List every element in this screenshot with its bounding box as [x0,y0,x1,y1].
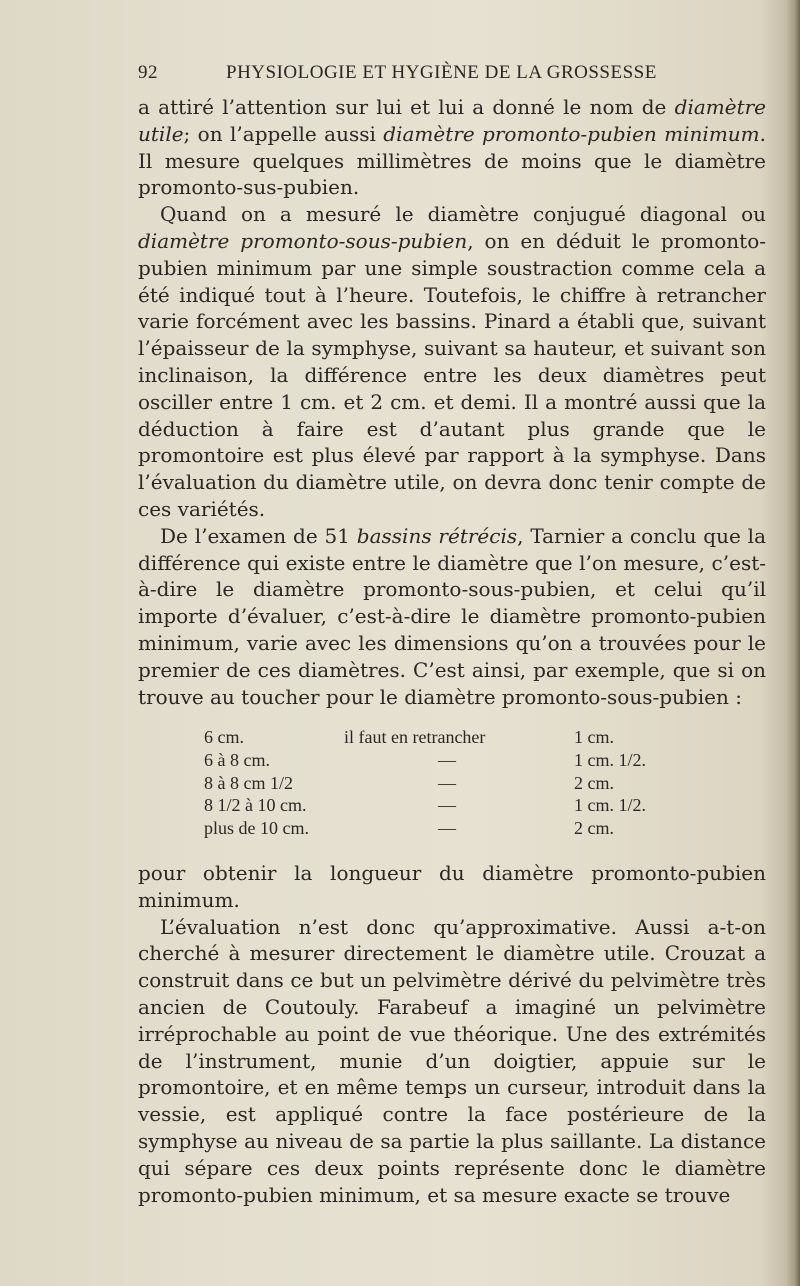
paragraph-2 [138,201,766,523]
table-row [138,750,738,773]
text: , on en déduit le promonto-pubien minimum par une simple soustraction comme cela a été indiqué tout à l’heure. Toutefois, le chiffre à retrancher varie forcément avec les bassins. Pinard a établi que, suivant l’épaisseur de la symphyse, suivant sa hauteur, et suivant son inclinaison, la différence entre les deux diamètres peut osciller entre 1 cm. et 2 cm. et demi. Il a montré aussi que la déduction à faire est d’autant plus grande que le promontoire est plus élevé par rapport à la symphyse. Dans l’évaluation du diamètre utile, on devra donc tenir compte de ces variétés. [138,228,766,521]
italic-term: diamètre promonto-pubien minimum [383,121,760,146]
subtract-cell: 2 cm. [574,818,614,839]
page-number: 92 [138,62,158,83]
measure-cell: plus de 10 cm. [204,818,309,839]
subtract-cell: 1 cm. 1/2. [574,795,646,816]
paragraph-5: L’évaluation n’est donc qu’approximative. Aussi a-t-on cherché à mesurer directement le diamètre utile. Crouzat a construit dans ce but un pelvimètre dérivé du pelvimètre très ancien de Coutouly. Farabeuf a imaginé un pelvimètre irréprochable au point de vue théorique. Une des extrémités de l’instrument, munie d’un doigtier, appuie sur le promontoire, et en même temps un curseur, introduit dans la vessie, est appliqué contre la face postérieure de la symphyse au niveau de sa partie la plus saillante. La distance qui sépare ces deux points représente donc le diamètre promonto-pubien minimum, et sa mesure exacte se trouve [138,914,766,1207]
connector-cell: il faut en retrancher [344,727,486,747]
text: . Il mesure quelques millimètres de moins que le diamètre promonto-sus-pubien. [138,121,766,200]
italic-term: diamètre promonto-sous-pubien [138,228,468,253]
subtract-cell: 1 cm. 1/2. [574,749,646,770]
paragraph-1 [138,94,766,201]
body-text-bottom [138,860,766,1208]
body-text-top [138,94,766,710]
text: ; on l’appelle aussi [183,121,384,146]
italic-term: bassins rétrécis [356,523,518,548]
text: De l’examen de 51 [160,523,357,548]
subtraction-table [138,727,738,867]
measure-cell: 6 cm. [204,727,244,747]
paragraph-3 [138,523,766,711]
paragraph-4: pour obtenir la longueur du diamètre promonto-pubien minimum. [138,861,766,912]
subtract-cell: 1 cm. [574,727,614,747]
measure-cell: 8 à 8 cm 1/2 [204,772,293,793]
connector-cell: — [438,795,456,816]
connector-cell: — [438,749,456,770]
connector-cell: — [438,772,456,793]
connector-cell: — [438,818,456,839]
running-header [138,62,778,86]
measure-cell: 6 à 8 cm. [204,749,270,770]
table-row [138,727,738,750]
text: Quand on a mesuré le diamètre conjugué diagonal ou [160,202,766,227]
text: , Tarnier a conclu que la différence qui existe entre le diamètre que l’on mesure, c’est-à-dire le diamètre promonto-sous-pubien, et celui qu’il importe d’évaluer, c’est-à-dire le diamètre promonto-pubien minimum, varie avec les dimensions qu’on a trouvées pour le premier de ces diamètres. C’est ainsi, par exemple, que si on trouve au toucher pour le diamètre promonto-sous-pubien : [138,523,766,709]
running-title: PHYSIOLOGIE ET HYGIÈNE DE LA GROSSESSE [226,62,657,83]
table-row [138,818,738,841]
italic-term: diamètre utile [138,95,766,146]
table-row [138,795,738,818]
text: a attiré l’attention sur lui et lui a donné le nom de [138,95,675,119]
measure-cell: 8 1/2 à 10 cm. [204,795,307,816]
table-row [138,773,738,796]
subtract-cell: 2 cm. [574,772,614,793]
page-edge-shadow [786,0,800,1286]
